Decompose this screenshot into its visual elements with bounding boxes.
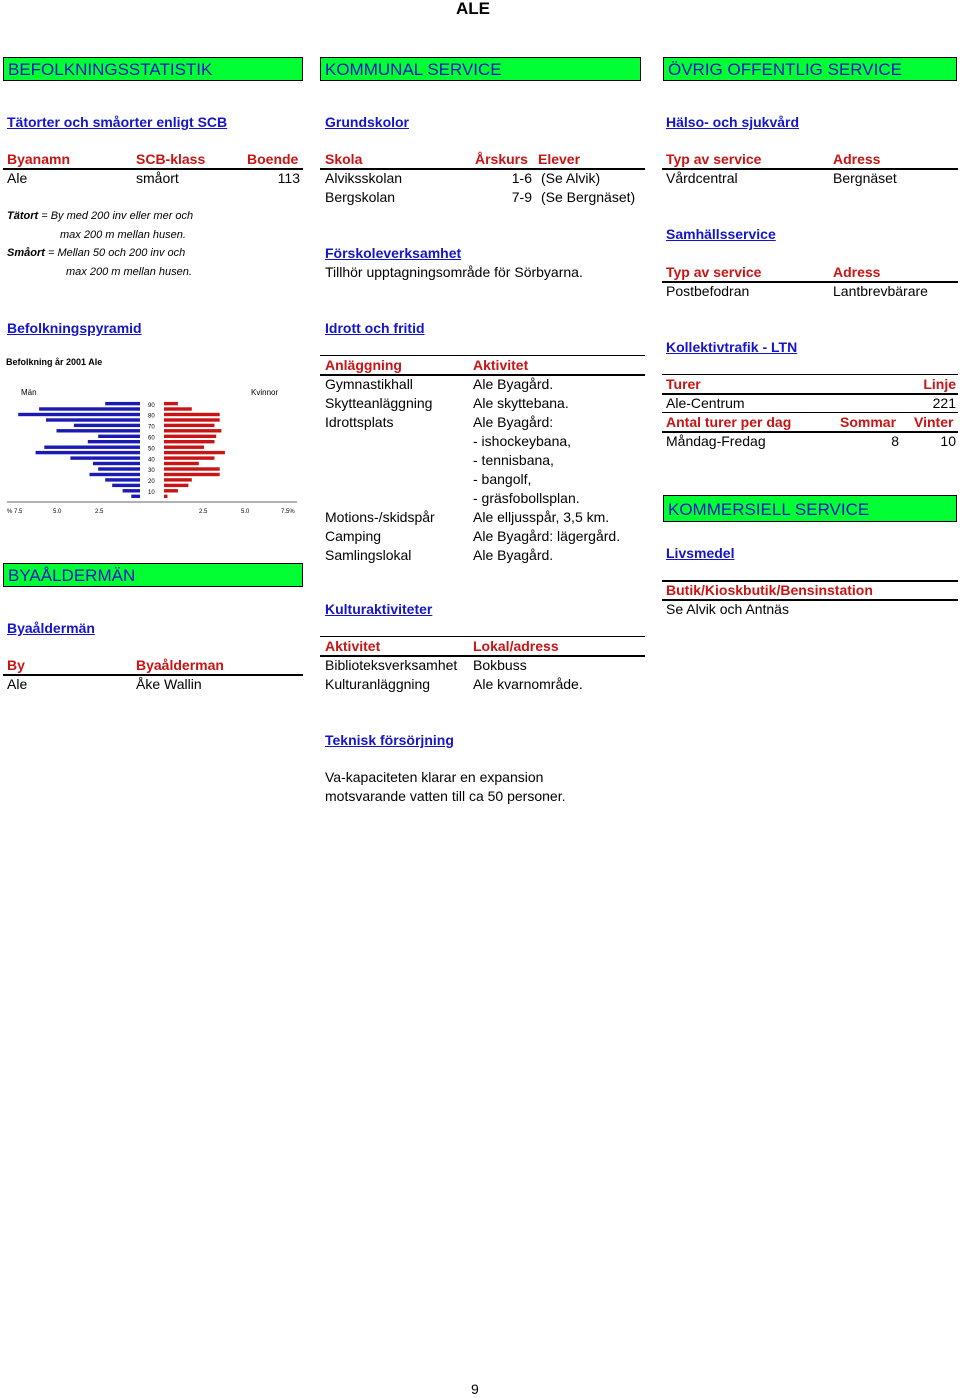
section-kommunal: KOMMUNAL SERVICE (320, 57, 641, 81)
aktivitet-cell: Ale Byagård. (473, 376, 554, 392)
bar-women (164, 484, 188, 487)
livsmedel-subtitle: Butik/Kioskbutik/Bensinstation (666, 582, 873, 598)
bar-women (164, 402, 178, 405)
aktivitet-cell: Ale Byagård. (473, 547, 554, 563)
samhalle-type: Postbefodran (666, 283, 750, 299)
col-header-typ: Typ av service (666, 151, 762, 167)
grundskolor-title: Grundskolor (325, 114, 410, 130)
section-ovrig: ÖVRIG OFFENTLIG SERVICE (663, 57, 957, 81)
label-women: Kvinnor (251, 388, 279, 397)
anlaggning-cell: Skytteanläggning (325, 395, 433, 411)
kollektiv-title: Kollektivtrafik - LTN (666, 339, 798, 355)
tatort-class: småort (136, 170, 179, 186)
age-tick-label: 60 (148, 435, 155, 442)
kultur-title: Kulturaktiviteter (325, 601, 433, 617)
col-header-turer: Turer (666, 376, 701, 392)
col-header-vinter: Vinter (914, 414, 954, 430)
halso-address: Bergnäset (833, 170, 897, 186)
section-befolkning: BEFOLKNINGSSTATISTIK (3, 57, 303, 81)
col-header-typ: Typ av service (666, 264, 762, 280)
bar-men (123, 489, 140, 492)
col-header-scb-klass: SCB-klass (136, 151, 206, 167)
col-header-byaalderman: Byaålderman (136, 657, 224, 673)
trips-winter: 10 (940, 433, 956, 449)
school-name: Bergskolan (325, 189, 396, 205)
bar-women (164, 435, 216, 438)
section-byaaldermen: BYAÅLDERMÄN (3, 563, 303, 587)
anlaggning-cell: Samlingslokal (325, 547, 412, 563)
note-smaort-text: = Mellan 50 och 200 inv och (47, 247, 186, 259)
bar-men (39, 407, 140, 410)
tatort-boende: 113 (277, 170, 300, 186)
aktivitet-cell: - ishockeybana, (473, 433, 572, 449)
bar-women (164, 424, 215, 427)
teknisk-title: Teknisk försörjning (325, 732, 454, 748)
alderman-name: Åke Wallin (136, 676, 202, 692)
bar-men (74, 424, 140, 427)
tatorter-title: Tätorter och småorter enligt SCB (7, 114, 228, 130)
aktivitet-cell: Ale Byagård: lägergård. (473, 528, 621, 544)
x-tick-label: 2.5 (95, 509, 104, 515)
teknisk-line1: Va-kapaciteten klarar en expansion (325, 769, 544, 785)
forskola-title: Förskoleverksamhet (325, 245, 462, 261)
forskola-text: Tillhör upptagningsområde för Sörbyarna. (325, 264, 583, 280)
kultur-activity: Kulturanläggning (325, 676, 431, 692)
tatort-name: Ale (7, 170, 28, 186)
bar-men (105, 478, 140, 481)
col-header-adress: Adress (833, 264, 881, 280)
bar-women (164, 440, 215, 443)
idrott-title: Idrott och fritid (325, 320, 425, 336)
age-tick-label: 40 (148, 457, 155, 464)
bar-women (164, 418, 220, 421)
chart-title: Befolkning år 2001 Ale (6, 357, 103, 367)
col-header-anlaggning: Anläggning (325, 357, 402, 373)
by-name: Ale (7, 676, 28, 692)
note-tatort-line2: max 200 m mellan husen. (60, 229, 186, 241)
bar-men (93, 462, 140, 465)
aktivitet-cell: Ale Byagård: (473, 414, 554, 430)
age-tick-label: 20 (148, 479, 155, 486)
bar-men (98, 435, 140, 438)
col-header-boende: Boende (247, 151, 299, 167)
samhalle-address: Lantbrevbärare (833, 283, 928, 299)
col-header-skola: Skola (325, 151, 363, 167)
bar-men (46, 418, 140, 421)
age-tick-label: 70 (148, 424, 155, 431)
anlaggning-cell: Camping (325, 528, 382, 544)
bar-women (164, 407, 192, 410)
bar-women (164, 489, 178, 492)
col-header-lokal: Lokal/adress (473, 638, 559, 654)
col-header-antal: Antal turer per dag (666, 414, 792, 430)
route-line: 221 (932, 395, 956, 411)
bar-men (36, 451, 140, 454)
note-tatort (7, 207, 193, 225)
aktivitet-cell: - gräsfobollsplan. (473, 490, 580, 506)
bar-women (164, 467, 220, 470)
school-grades: 7-9 (511, 189, 532, 205)
note-smaort-label: Småort (7, 247, 45, 259)
anlaggning-cell: Idrottsplats (325, 414, 394, 430)
age-tick-label: 10 (148, 490, 155, 496)
bar-women (164, 451, 225, 454)
col-header-adress: Adress (833, 151, 881, 167)
bar-men (70, 456, 140, 459)
route-name: Ale-Centrum (666, 395, 745, 411)
page-title: ALE (456, 0, 490, 18)
note-tatort-label: Tätort (7, 210, 39, 222)
aktivitet-cell: Ale skyttebana. (473, 395, 569, 411)
anlaggning-cell: Motions-/skidspår (325, 509, 435, 525)
aktivitet-cell: - tennisbana, (473, 452, 554, 468)
age-tick-label: 80 (148, 413, 155, 420)
col-header-aktivitet: Aktivitet (473, 357, 529, 373)
col-header-arskurs: Årskurs (475, 151, 528, 167)
col-header-linje: Linje (923, 376, 956, 392)
x-tick-label: % 7.5 (7, 509, 23, 515)
bar-men (88, 440, 140, 443)
halso-title: Hälso- och sjukvård (666, 114, 800, 130)
kultur-activity: Biblioteksverksamhet (325, 657, 458, 673)
bar-women (164, 413, 220, 416)
age-tick-label: 50 (148, 446, 155, 453)
bar-men (18, 413, 140, 416)
halso-type: Vårdcentral (666, 170, 738, 186)
aktivitet-cell: - bangolf, (473, 471, 532, 487)
school-grades: 1-6 (511, 170, 532, 186)
trips-day: Måndag-Fredag (666, 433, 766, 449)
bar-women (164, 429, 221, 432)
col-header-by: By (7, 657, 25, 673)
age-tick-label: 90 (148, 402, 155, 409)
kultur-place: Bokbuss (473, 657, 527, 673)
school-pupils: (Se Bergnäset) (541, 189, 636, 205)
label-men: Män (21, 388, 37, 397)
x-tick-label: 2.5 (199, 509, 208, 515)
bar-women (164, 478, 192, 481)
note-smaort (7, 244, 185, 262)
bar-men (105, 402, 140, 405)
bar-men (98, 467, 140, 470)
col-header-byanamn: Byanamn (7, 151, 71, 167)
bar-men (90, 473, 141, 476)
teknisk-line2: motsvarande vatten till ca 50 personer. (325, 788, 566, 804)
x-tick-label: 5.0 (53, 509, 62, 515)
note-tatort-text: = By med 200 inv eller mer och (41, 210, 194, 222)
col-header-elever: Elever (538, 151, 581, 167)
bar-men (44, 446, 140, 449)
page-number: 9 (471, 1381, 479, 1397)
bar-women (164, 495, 168, 498)
col-header-sommar: Sommar (840, 414, 897, 430)
pyramid-title: Befolkningspyramid (7, 320, 142, 336)
x-tick-label: 7.5% (281, 509, 295, 515)
col-header-aktivitet: Aktivitet (325, 638, 381, 654)
bar-women (164, 456, 215, 459)
note-smaort-line2: max 200 m mellan husen. (66, 266, 192, 278)
x-tick-label: 5.0 (241, 509, 250, 515)
trips-summer: 8 (891, 433, 899, 449)
population-pyramid-chart (3, 352, 303, 522)
bar-men (57, 429, 141, 432)
aktivitet-cell: Ale elljusspår, 3,5 km. (473, 509, 610, 525)
bar-women (164, 473, 220, 476)
bar-men (112, 484, 140, 487)
school-name: Alviksskolan (325, 170, 403, 186)
livsmedel-text: Se Alvik och Antnäs (666, 601, 789, 617)
byaaldermen-title: Byaåldermän (7, 620, 95, 636)
bar-men (131, 495, 140, 498)
age-tick-label: 30 (148, 468, 155, 475)
bar-women (164, 446, 204, 449)
anlaggning-cell: Gymnastikhall (325, 376, 413, 392)
bar-women (164, 462, 199, 465)
section-kommersiell: KOMMERSIELL SERVICE (663, 495, 957, 522)
livsmedel-title: Livsmedel (666, 545, 735, 561)
samhalle-title: Samhällsservice (666, 226, 776, 242)
kultur-place: Ale kvarnområde. (473, 676, 583, 692)
school-pupils: (Se Alvik) (541, 170, 601, 186)
